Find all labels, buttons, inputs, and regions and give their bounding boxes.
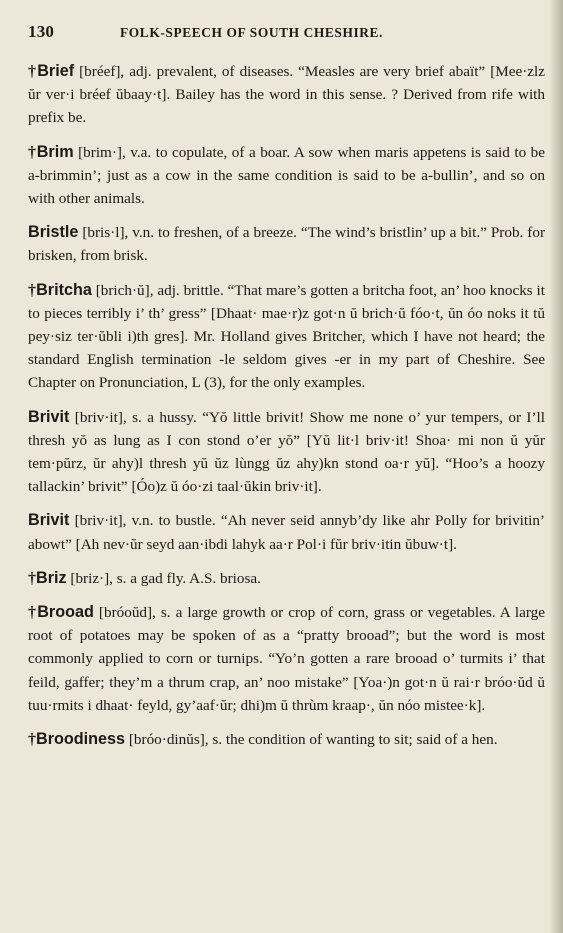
dictionary-entry — [28, 601, 547, 717]
entry-headword: Broodiness — [36, 730, 126, 749]
entry-body: [bréef], adj. prevalent, of diseases. “Measles are very brief abaït” [Mee·zlz ŭr ver·i bréef ŭbaay·t]. Bailey has the word in this sense. ? Derived from rife with prefix be. — [28, 63, 545, 127]
obsolete-dagger-icon: † — [28, 63, 38, 80]
entry-headword: Brief — [37, 62, 75, 80]
entry-body: [briv·it], s. a hussy. “Yŏ little brivit! Show me none o’ yur tempers, or I’ll thresh yŏ as lung as I con stond o’er yŏ” [Yŭ lit·l briv·it! Shoa· mi non ŭ yŭr tem·pŭrz, ŭr ahy)l thresh yŭ ŭz lùngg ŭz ahy)kn stond oa·r yŭ]. “Hoo’s a hoozy tallackin’ brivit” [Óo)z ŭ óo·zi taal·ŭkin briv·it]. — [28, 408, 545, 496]
entry-headword: Briz — [36, 568, 67, 587]
obsolete-dagger-icon: † — [28, 281, 37, 299]
dictionary-entry — [28, 567, 547, 590]
entry-headword: Brivit — [28, 511, 70, 530]
entry-body: [brim·], v.a. to copulate, of a boar. A sow when maris appetens is said to be a-brimmin’; just as a cow in the same condition is said to be a-bullin’, and so on with other animals. — [28, 143, 546, 208]
page-header — [28, 22, 547, 42]
dictionary-entry — [28, 141, 547, 211]
page-gutter-shadow — [549, 0, 563, 933]
entry-body: [briz·], s. a gad fly. A.S. briosa. — [66, 569, 261, 587]
dictionary-entry — [28, 509, 547, 555]
dictionary-entry — [28, 728, 547, 751]
entry-headword: Bristle — [28, 223, 79, 242]
dictionary-entry — [28, 60, 547, 130]
entry-body: [bróo·dinŭs], s. the condition of wanting to sit; said of a hen. — [125, 731, 498, 749]
obsolete-dagger-icon: † — [28, 604, 38, 622]
entry-headword: Brim — [36, 142, 74, 161]
entry-body: [bris·l], v.n. to freshen, of a breeze. “The wind’s bristlin’ up a bit.” Prob. for brisken, from brisk. — [28, 224, 545, 265]
running-title: FOLK-SPEECH OF SOUTH CHESHIRE. — [120, 25, 384, 40]
dictionary-entry — [28, 406, 547, 499]
entry-body: [brich·ŭ], adj. brittle. “That mare’s gotten a britcha foot, an’ hoo knocks it to pieces terribly i’ th’ gress” [Dhaat· mae·r)z got·n ŭ brich·ŭ fóo·t, ŭn óo noks it tŭ pey·siz ter·ŭbli i)th gres]. Mr. Holland gives Britcher, which I have not heard; the standard English termination -le seldom gives -er in my part of Cheshire. See Chapter on Pronunciation, L (3), for the only examples. — [28, 281, 546, 392]
dictionary-entry — [28, 221, 547, 267]
entry-headword: Brooad — [37, 603, 94, 622]
obsolete-dagger-icon: † — [28, 569, 36, 587]
entry-headword: Britcha — [36, 280, 92, 299]
page-number: 130 — [28, 22, 55, 41]
dictionary-entry — [28, 279, 547, 395]
obsolete-dagger-icon: † — [28, 731, 36, 749]
entry-body: [bróoŭd], s. a large growth or crop of corn, grass or vegetables. A large root of potatoes may be spoken of as a “pratty brooad”; but the word is most commonly applied to corn or turnips. “Yo’n gotten a rare brooad o’ turmits i’ that feild, gaffer; they’m a thrum crap, an’ noo mistake” [Yoa·)n got·n ŭ rai·r bróo·ŭd ŭ tuu·rmits i dhaat· feyld, gy’aaf·ŭr; dhi)m ŭ thrùm kraap·, ŭn nóo mistee·k]. — [28, 604, 546, 714]
entry-body: [briv·it], v.n. to bustle. “Ah never seid annyb’dy like ahr Polly for brivitin’ abowt” [Ah nev·ŭr seyd aan·ibdi lahyk aa·r Pol·i fŭr briv·itin ŭbuw·t]. — [28, 512, 545, 553]
obsolete-dagger-icon: † — [28, 143, 37, 161]
entry-headword: Brivit — [28, 407, 70, 426]
